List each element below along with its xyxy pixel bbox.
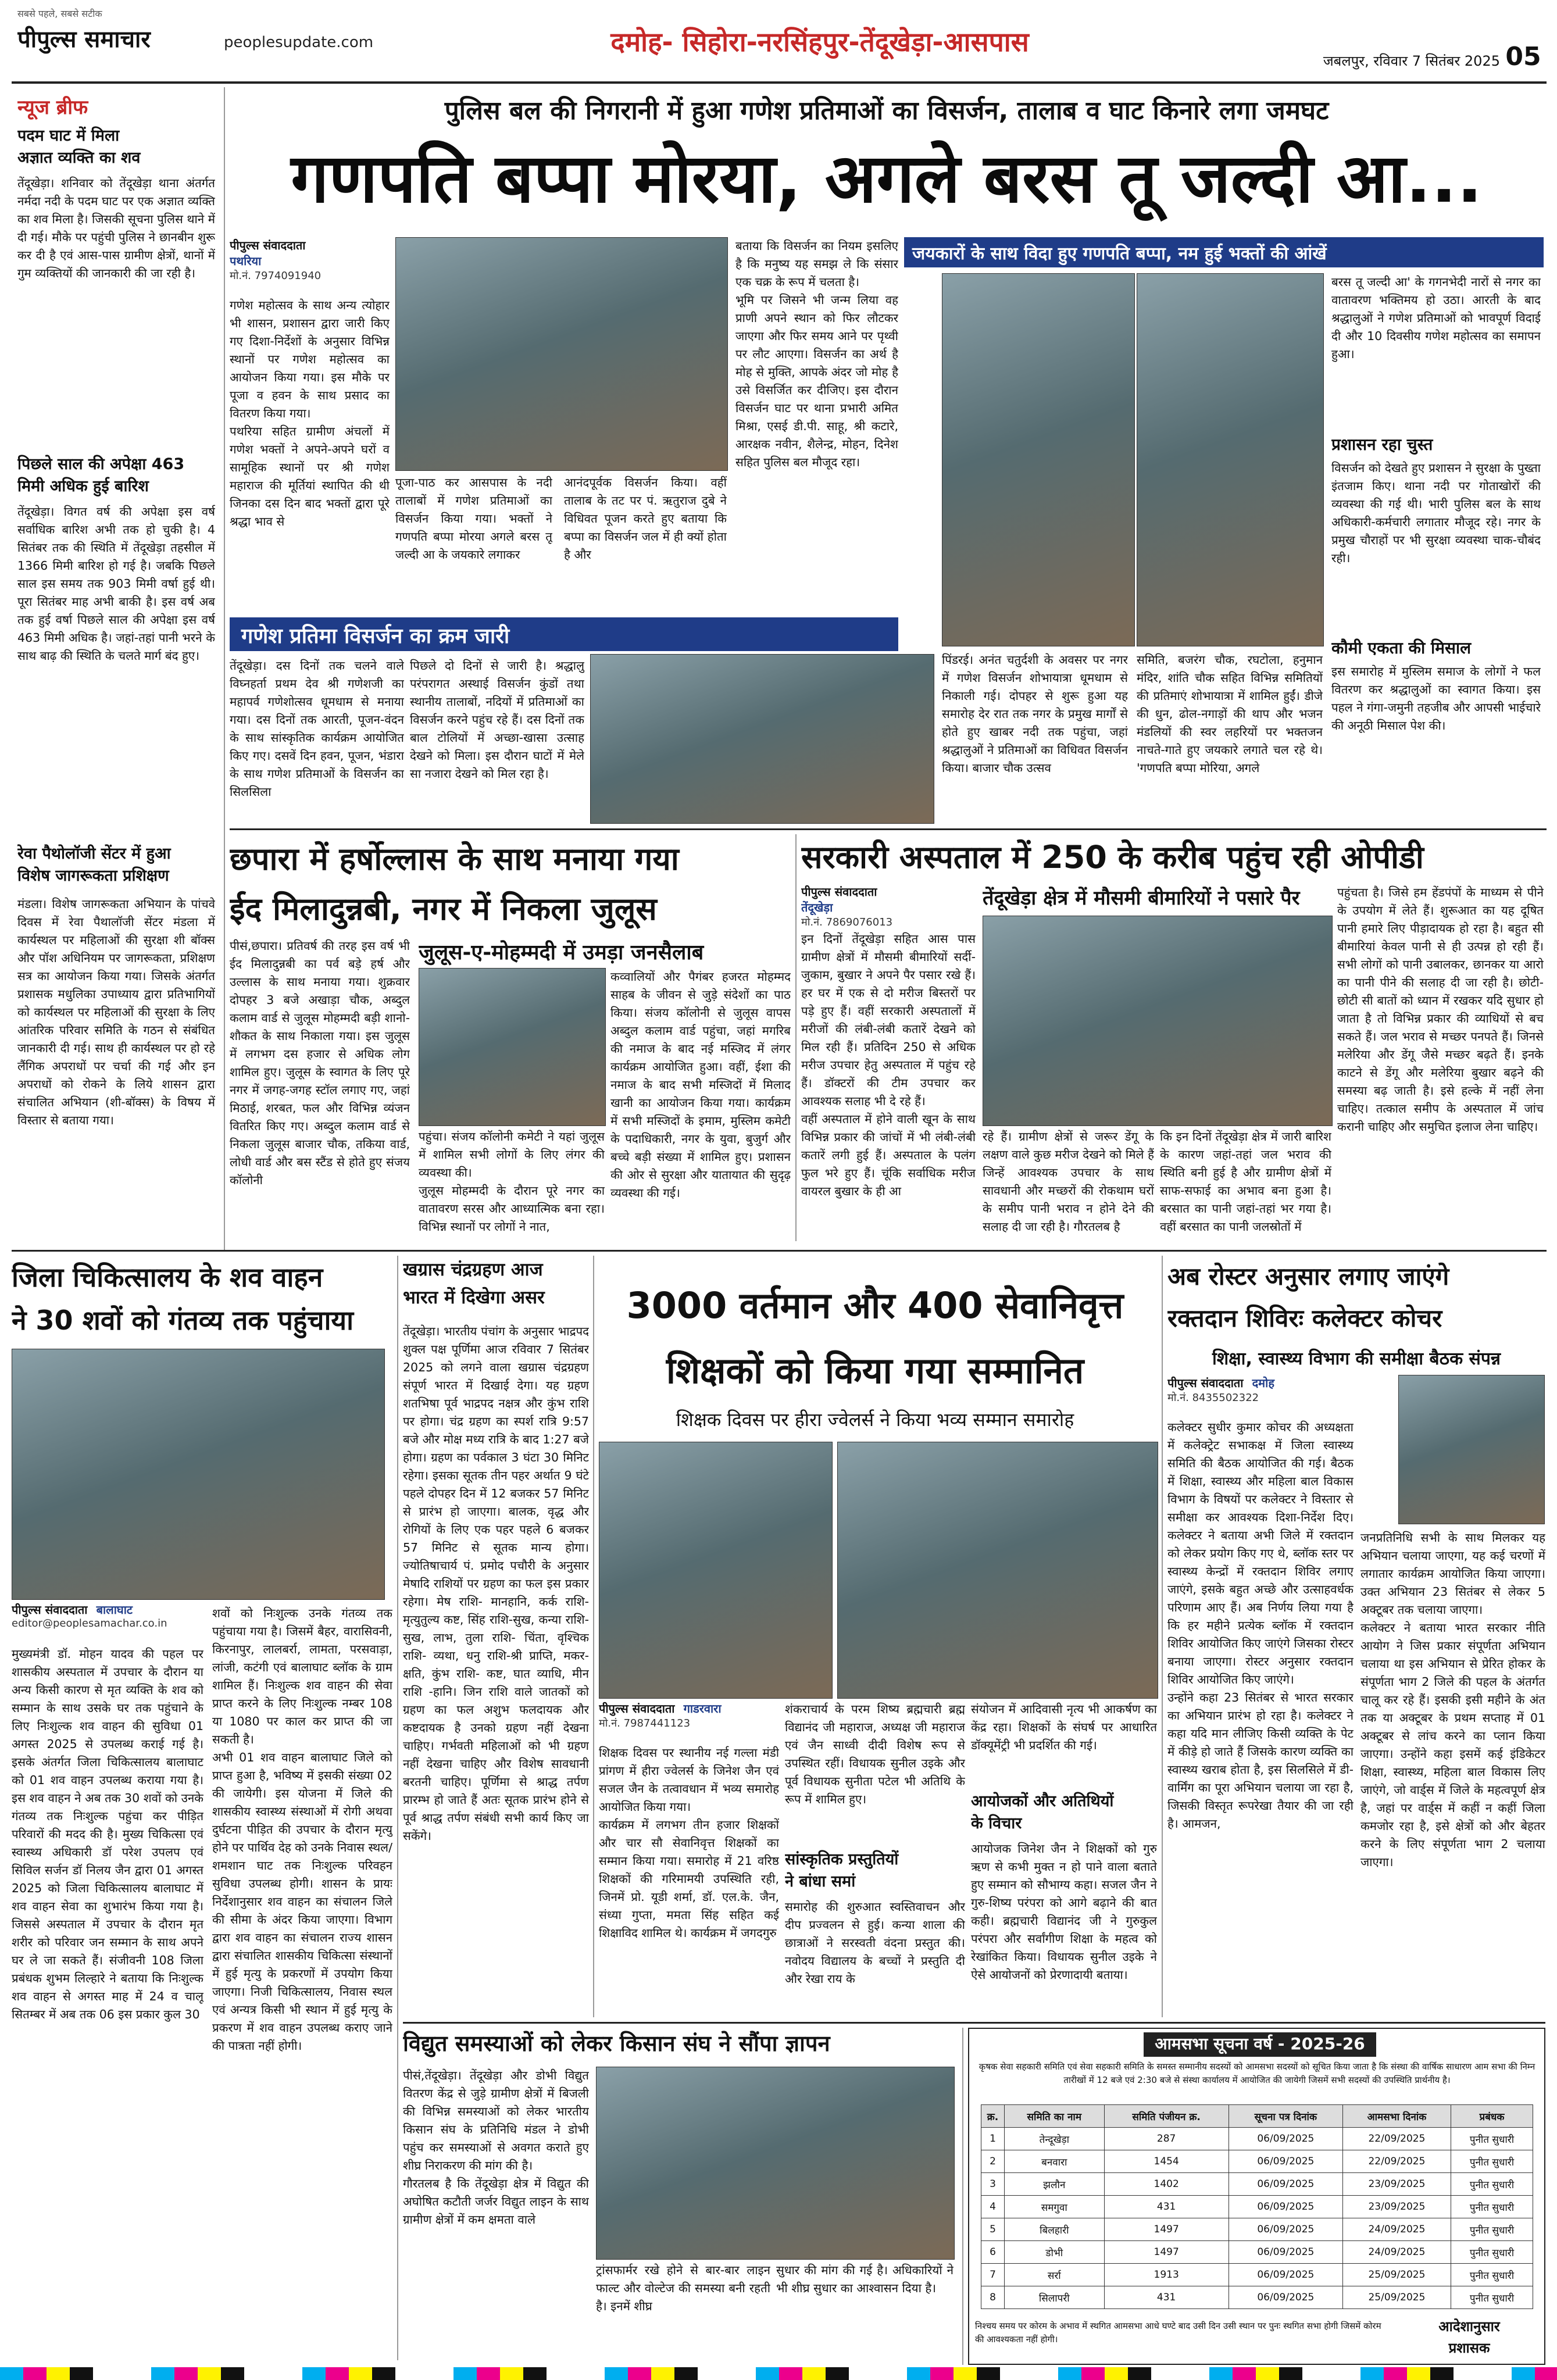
opd-byline-box (801, 884, 976, 930)
ganesh-kram-banner: गणेश प्रतिमा विसर्जन का क्रम जारी (230, 617, 898, 651)
opd-place: तेंदूखेड़ा (801, 900, 833, 914)
opd-col-4: पहुंचता है। जिसे हम हेंडपंपों के माध्यम से पीने के उपयोग में लेते हैं। शुरूआत का यह दूषित पानी हमारे लिए पीड़ादायक हो रहा है। बहुत सी बीमारियां केवल पानी से ही उत्पन्न हो रही हैं। सभी लोगों को पानी उबालकर, छानकर या आरो का पानी पीने की सलाह दी जा रही है। छोटी-छोटी सी बातों को ध्यान में रखकर यदि सुधार हो जाता है तो विभिन्न प्रकार की व्याधियों से बच सकते हैं। जल भराव से मच्छर पनपते हैं। जिनसे मलेरिया और डेंगू जैसे मच्छर बढ़ते हैं। इनके काटने से डेंगू और मलेरिया बुखार बढ़ने की समस्या बढ़ जाती है। इसे हल्के में नहीं लेना चाहिए। तत्काल समीप के अस्पताल में जांच करानी चाहिए और समुचित इलाज लेना चाहिए। (1337, 885, 1544, 1134)
brief-text-3: मंडला। विशेष जागरूकता अभियान के पांचवे दिवस में रेवा पैथालॉजी सेंटर मंडला में कार्यस्थल पर महिलाओं की सुरक्षा शी बॉक्स और पॉश अधिनियम पर जागरूकता, प्रशिक्षण सत्र का आयोजन किया गया। जिसके अंतर्गत प्रशासक मधुलिका उपाध्याय द्वारा प्रतिभागियों को कार्यस्थल पर महिलाओं की सुरक्षा के लिए आंतरिक परिवार समिति के गठन से संबंधित जानकारी दी गई। साथ ही कार्यस्थल पर हो रहे लैंगिक अपराधों पर चर्चा की गई और इन अपराधों को रोकने के लिये शासन द्वारा संचालित अभियान (शी-बॉक्स) के विषय में विस्तार से बताया गया। (17, 897, 215, 1127)
lead-kicker: पुलिस बल की निगरानी में हुआ गणेश प्रतिमाओं का विसर्जन, तालाब व घाट किनारे लगा जमघट (444, 96, 1329, 126)
table-cell: 06/09/2025 (1229, 2150, 1342, 2173)
table-row (981, 2241, 1533, 2264)
vidai-right-3: इस समारोह में मुस्लिम समाज के लोगों ने फल वितरण कर श्रद्धालुओं का स्वागत किया। इस पहल ने गंगा-जमुनी तहजीब और आपसी भाईचारे की अनूठी मिसाल पेश की। (1331, 664, 1541, 732)
aamsabha-sign-2: प्रशासक (1448, 2340, 1490, 2356)
table-cell: बिलहारी (1005, 2218, 1105, 2241)
shav-divider (397, 1256, 398, 2360)
table-cell: पुनीत सुधारी (1451, 2286, 1533, 2309)
aamsabha-sign-1: आदेशानुसार (1438, 2318, 1500, 2335)
table-row (981, 2196, 1533, 2218)
table-row (981, 2173, 1533, 2196)
table-cell: 1497 (1104, 2241, 1229, 2264)
table-cell: 1454 (1104, 2150, 1229, 2173)
table-cell: पुनीत सुधारी (1451, 2196, 1533, 2218)
grahan-divider (593, 1256, 594, 2017)
lead-place: पथरिया (230, 254, 262, 268)
table-cell: 1402 (1104, 2173, 1229, 2196)
brief-heading-1: पदम घाट में मिला अज्ञात व्यक्ति का शव (17, 127, 141, 167)
table-row (981, 2150, 1533, 2173)
table-cell: 431 (1104, 2286, 1229, 2309)
lead-byline: पीपुल्स संवाददाता (230, 238, 306, 252)
aamsabha-intro: कृषक सेवा सहकारी समिति एवं सेवा सहकारी समिति के समस्त सम्मानीय सदस्यों को आमसभा सदस्यों को सूचित किया जाता है कि संस्था की वार्षिक साधारण आम सभा की निम्न तारीखों में 12 बजे एवं 2:30 बजे से संस्था कार्यालय में आयोजित की जायेगी जिसमें सभी सदस्यों की उपस्थिति प्रार्थनीय है। (979, 2061, 1535, 2085)
table-cell: पुनीत सुधारी (1451, 2241, 1533, 2264)
table-cell: 1913 (1104, 2264, 1229, 2286)
shav-byline: पीपुल्स संवाददाता (12, 1603, 88, 1617)
brief-text-1: तेंदूखेड़ा। शनिवार को तेंदूखेड़ा थाना अंतर्गत नर्मदा नदी के पदम घाट पर एक अज्ञात व्यक्ति का शव मिला है। जिसकी सूचना पुलिस थाने में दी गई। मौके पर पहुंची पुलिस ने छानबीन शुरू कर दी है एवं आस-पास ग्रामीण क्षेत्रों, थानों में गुम व्यक्तियों की जानकारी की जा रही है। (17, 176, 215, 280)
table-cell: 8 (981, 2286, 1005, 2309)
table-cell: समगुवा (1005, 2196, 1105, 2218)
table-cell: 6 (981, 2241, 1005, 2264)
table-cell: तेन्दूखेड़ा (1005, 2128, 1105, 2150)
brief-heading-2: पिछले साल की अपेक्षा 463 मिमी अधिक हुई बारिश (17, 455, 185, 495)
table-row (981, 2264, 1533, 2286)
table-cell: 24/09/2025 (1342, 2241, 1451, 2264)
masthead-rule (12, 81, 1547, 84)
table-cell: 7 (981, 2264, 1005, 2286)
shikshak-mobile: मो.नं. 7987441123 (599, 1717, 691, 1729)
hospital-ward-photo (983, 916, 1333, 1126)
table-cell: 06/09/2025 (1229, 2218, 1342, 2241)
table-cell: 3 (981, 2173, 1005, 2196)
raktdan-col-1: कलेक्टर सुधीर कुमार कोचर की अध्यक्षता में कलेक्ट्रेट सभाकक्ष में जिला स्वास्थ्य समिति की बैठक आयोजित की गई। बैठक में शिक्षा, स्वास्थ्य और महिला बाल विकास विभाग के विषयों पर कलेक्टर ने विस्तार से समीक्षा कर आवश्यक दिशा-निर्देश दिए। कलेक्टर ने बताया अभी जिले में रक्तदान को लेकर प्रयोग किए गए थे, ब्लॉक स्तर पर स्वास्थ्य केन्द्रों में रक्तदान शिविर लगाए जाएंगे, इसके बहुत अच्छे और उत्साहवर्धक परिणाम आए हैं। अब निर्णय लिया गया है कि हर महीने प्रत्येक ब्लॉक में रक्तदान शिविर आयोजित किए जाएंगे जिसका रोस्टर बनाया जाएगा। रोस्टर अनुसार रक्तदान शिविर आयोजित किए जाएंगे। उन्होंने कहा 23 सितंबर से भारत सरकार का अभियान प्रारंभ हो रहा है। कलेक्टर ने कहा यदि मान लीजिए किसी व्यक्ति के पेट में कीड़े हो जाते हैं जिसके कारण व्यक्ति का स्वास्थ्य खराब होता है, इस सिलसिले में डी-वार्मिंग का पूरा अभियान चलाया जा रहा है, जिसकी विस्तृत रूपरेखा तैयार की जा रही है। आमजन, (1167, 1420, 1354, 1831)
opd-subhead: तेंदूखेड़ा क्षेत्र में मौसमी बीमारियों ने पसारे पैर (983, 887, 1300, 910)
brief-divider (224, 87, 225, 1250)
grahan-col-1: तेंदूखेड़ा। भारतीय पंचांग के अनुसार भाद्रपद शुक्ल पक्ष पूर्णिमा आज रविवार 7 सितंबर 2025 को लगने वाला खग्रास चंद्रग्रहण संपूर्ण भारत में दिखाई देगा। यह ग्रहण शतभिषा पूर्व भाद्रपद नक्षत्र और कुंभ राशि पर होगा। चंद्र ग्रहण का स्पर्श रात्रि 9:57 बजे और मोक्ष मध्य रात्रि के बाद 1:27 बजे होगा। ग्रहण का पर्वकाल 3 घंटा 30 मिनिट रहेगा। इसका सूतक तीन पहर अर्थात 9 घंटे पहले दोपहर दिन में 12 बजकर 57 मिनिट से प्रारंभ हो जाएगा। बालक, वृद्ध और रोगियों के लिए एक पहर पहले 6 बजकर 57 मिनिट से सूतक मान्य होगा। ज्योतिषाचार्य पं. प्रमोद पचौरी के अनुसार मेषादि राशियों पर ग्रहण का फल इस प्रकार रहेगा। मेष राशि- मानहानि, कर्क राशि- मृत्युतुल्य कष्ट, सिंह राशि-सुख, कन्या राशि-सुख, लाभ, तुला राशि- चिंता, वृश्चिक राशि- व्यथा, धनु राशि-श्री प्राप्ति, मकर-क्षति, कुंभ राशि- कष्ट, घात व्याधि, मीन राशि -हानि। जिन राशि वाले जातकों को ग्रहण का फल अशुभ फलदायक और कष्टदायक है उनको ग्रहण नहीं देखना चाहिए। गर्भवती महिलाओं को भी ग्रहण नहीं देखना चाहिए और विशेष सावधानी बरतनी चाहिए। पूर्णिमा से श्राद्ध तर्पण प्रारम्भ हो जाते हैं अतः सूतक प्रारंभ होने से पूर्व श्राद्ध तर्पण संबंधी सभी कार्य किए जा सकेंगे। (403, 1324, 589, 1843)
table-cell: बनवारा (1005, 2150, 1105, 2173)
grahan-headline: खग्रास चंद्रग्रहण आज भारत में दिखेगा असर (403, 1259, 545, 1308)
shikshak-col-3b: आयोजक जिनेश जैन ने शिक्षकों को गुरु ऋण से कभी मुक्त न हो पाने वाला बताते हुए सम्मान को सौभाग्य कहा। सजल जैन ने गुरु-शिष्य परंपरा को आगे बढ़ाने की बात कही। ब्रह्मचारी विद्यानंद जी ने गुरुकुल परंपरा और सर्वांगीण शिक्षा के महत्व को रेखांकित किया। विधायक सुनील उइके ने ऐसे आयोजनों को प्रेरणादायी बताया। (971, 1842, 1157, 1982)
table-cell: 287 (1104, 2128, 1229, 2150)
eid-subhead: जुलूस-ए-मोहम्मदी में उमड़ा जनसैलाब (419, 941, 704, 964)
opd-mobile: मो.नं. 7869076013 (801, 916, 893, 928)
table-cell: 24/09/2025 (1342, 2218, 1451, 2241)
eid-photo-text: पहुंचा। संजय कॉलोनी कमेटी ने यहां जुलूस में शामिल सभी लोगों के लिए लंगर की व्यवस्था की। जुलूस मोहम्मदी के दौरान पूरे नगर का वातावरण सरस और आध्यात्मिक बना रहा। विभिन्न स्थानों पर लोगों ने नात, (419, 1130, 605, 1234)
vidyut-col-3: सुधार की मांग की गई है। अधिकारियों ने भी शीघ्र सुधार का आश्वासन दिया है। (776, 2263, 954, 2295)
lead-mobile: मो.नं. 7974091940 (230, 270, 322, 282)
raktdan-byline-box (1167, 1375, 1394, 1416)
shav-col-2: शवों को निःशुल्क उनके गंतव्य तक पहुंचाया गया है। जिसमें बैहर, वारासिवनी, किरनापुर, लालबर्रा, लामता, परसवाड़ा, लांजी, कटंगी एवं बालाघाट ब्लॉक के ग्राम शामिल हैं। निःशुल्क शव वाहन की सेवा प्राप्त करने के लिए निःशुल्क नम्बर 108 या 1080 पर काल कर प्राप्त की जा सकती है। अभी 01 शव वाहन बालाघाट जिले को प्राप्त हुआ है, भविष्य में इसकी संख्या 02 की जायेगी। इस योजना में जिले की शासकीय स्वास्थ्य संस्थाओं में रोगी अथवा दुर्घटना पीड़ित की उपचार के दौरान मृत्यु होने पर पार्थिव देह को उनके निवास स्थल/शमशान घाट तक निःशुल्क परिवहन सुविधा उपलब्ध होगी। शासन के प्रायः निर्देशानुसार शव वाहन का संचालन जिले की सीमा के अंदर किया जाएगा। विभाग द्वारा शव वाहन का संचालन राज्य शासन द्वारा संचालित शासकीय चिकित्सा संस्थानों में हुई मृत्यु के प्रकरणों में उपयोग किया जाएगा। निजी चिकित्सालय, निवास स्थल एवं अन्यत्र किसी भी स्थान में हुई मृत्यु के प्रकरण में शव वाहन उपलब्ध कराए जाने की पात्रता नहीं होगी। (212, 1606, 392, 2053)
table-cell: सिलापरी (1005, 2286, 1105, 2309)
table-row (981, 2286, 1533, 2309)
table-cell: पुनीत सुधारी (1451, 2264, 1533, 2286)
vidai-right-1: बरस तू जल्दी आ' के गगनभेदी नारों से नगर का वातावरण भक्तिमय हो उठा। आरती के बाद श्रद्धालुओं ने गणेश प्रतिमाओं को भावपूर्ण विदाई दी और 10 दिवसीय गणेश महोत्सव का समापन हुआ। (1331, 275, 1541, 361)
table-cell: सर्रा (1005, 2264, 1105, 2286)
raktdan-subhead: शिक्षा, स्वास्थ्य विभाग की समीक्षा बैठक संपन्न (1212, 1349, 1501, 1369)
brief-text-2: तेंदूखेड़ा। विगत वर्ष की अपेक्षा इस वर्ष सर्वाधिक बारिश अभी तक हो चुकी है। 4 सितंबर तक की स्थिति में तेंदूखेड़ा तहसील में 1366 मिमी बारिश हो गई है। जबकि पिछले साल इस समय तक 903 मिमी वर्षा हुई थी। पूरा सितंबर माह अभी बाकी है। इस वर्ष अब तक हुई वर्षा पिछले साल की अपेक्षा इस वर्ष 463 मिमी अधिक है। जहां-तहां पानी भरने के साथ बाढ़ की स्थिति के चलते मार्ग बंद हुए। (17, 505, 215, 663)
table-cell: 23/09/2025 (1342, 2196, 1451, 2218)
aamsabha-notice (968, 2028, 1545, 2365)
lead-bottom-rule (230, 828, 1547, 830)
vidai-sub-1: प्रशासन रहा चुस्त (1331, 435, 1433, 454)
aamsabha-footer: निश्चय समय पर कोरम के अभाव में स्थगित आमसभा आधे घण्टे बाद उसी दिन उसी स्थान पर पुनः स्थगित सभा होगी जिसमें कोरम की आवश्यकता नहीं होगी। (975, 2321, 1381, 2345)
vidyut-col-2: ट्रांसफार्मर रखे होने से बार-बार लाइन फाल्ट और वोल्टेज की समस्या बनी रहती है। इनमें शीघ्र (596, 2263, 770, 2313)
bottom-rule (403, 2022, 1545, 2024)
vidyut-headline: विद्युत समस्याओं को लेकर किसान संघ ने सौंपा ज्ञापन (403, 2031, 830, 2056)
opd-byline: पीपुल्स संवाददाता (801, 885, 877, 899)
shav-col-1: मुख्यमंत्री डॉ. मोहन यादव की पहल पर शासकीय अस्पताल में उपचार के दौरान या अन्य किसी कारण से मृत व्यक्ति के शव को सम्मान के साथ उसके घर तक पहुंचाने के लिए निःशुल्क शव वाहन की सुविधा 01 अगस्त 2025 से उपलब्ध कराई गई है। इसके अंतर्गत जिला चिकित्सालय बालाघाट को 01 शव वाहन उपलब्ध कराया गया है। इस शव वाहन ने अब तक 30 शवों को उनके गंतव्य तक निःशुल्क पहुंचा कर पीड़ित परिवारों की मदद की है। मुख्य चिकित्सा एवं स्वास्थ्य अधिकारी डॉ परेश उपलप एवं सिविल सर्जन डॉ निलय जैन द्वारा 01 अगस्त 2025 को जिला चिकित्सालय बालाघाट में शव वाहन सेवा का शुभारंभ किया गया है। जिससे अस्पताल में उपचार के दौरान मृत शरीर को परिवार जन सम्मान के साथ अपने घर ले जा सकते हैं। संजीवनी 108 जिला प्रबंधक शुभम लिल्हारे ने बताया कि निःशुल्क शव वाहन से अगस्त माह में 24 व चालू सितम्बर में अब तक 06 इस प्रकार कुल 30 (12, 1647, 203, 2021)
color-registration-bar (0, 2367, 1557, 2380)
col-header: समिति का नाम (1005, 2105, 1105, 2128)
shav-headline: जिला चिकित्सालय के शव वाहन ने 30 शवों को गंतव्य तक पहुंचाया (12, 1262, 353, 1336)
table-cell: डोभी (1005, 2241, 1105, 2264)
vidai-sub-2: कौमी एकता की मिसाल (1331, 638, 1472, 657)
vidai-right-2: विसर्जन को देखते हुए प्रशासन ने सुरक्षा के पुख्ता इंतजाम किए। थाना नदी पर गोताखोरों की व्यवस्था की गई थी। भारी पुलिस बल के साथ अधिकारी-कर्मचारी लगातार मौजूद रहे। नगर के प्रमुख चौराहों पर भी सुरक्षा व्यवस्था चाक-चौबंद रही। (1331, 461, 1541, 565)
lead-col-1: गणेश महोत्सव के साथ अन्य त्योहार भी शासन, प्रशासन द्वारा जारी किए गए दिशा-निर्देशों के अनुसार विभिन्न स्थानों पर गणेश महोत्सव का आयोजन किया गया। इस मौके पर पूजा व हवन के साथ प्रसाद का वितरण किया गया। पथरिया सहित ग्रामीण अंचलों में गणेश भक्तों ने अपने-अपने घरों व सामूहिक स्थानों पर श्री गणेश महाराज की मूर्तियां स्थापित की थी जिनका दस दिन बाद भक्तों द्वारा पूरे श्रद्धा भाव से (230, 298, 390, 528)
dateline: जबलपुर, रविवार 7 सितंबर 2025 (1323, 53, 1500, 69)
shav-email[interactable]: editor@peoplesamachar.co.in (12, 1617, 167, 1629)
table-cell: 1 (981, 2128, 1005, 2150)
vidai-banner: जयकारों के साथ विदा हुए गणपति बप्पा, नम हुई भक्तों की आंखें (904, 237, 1544, 267)
immersion-photo (395, 237, 728, 471)
raktdan-place: दमोह (1252, 1376, 1274, 1390)
ganesh-idol-photo-1 (942, 273, 1135, 646)
table-cell: 1497 (1104, 2218, 1229, 2241)
eid-opd-divider (795, 834, 797, 1241)
eid-col-2: कव्वालियों और पैगंबर हजरत मोहम्मद साहब के जीवन से जुड़े संदेशों का पाठ किया। संजय कॉलोनी से जुलूस वापस अब्दुल कलाम वार्ड पहुंचा, जहां मगरिब की नमाज के बाद नई मस्जिद में लंगर कार्यक्रम आयोजित हुआ। वहीं, ईशा की नमाज के बाद सभी मस्जिदों में मिलाद खानी का आयोजन किया गया। कार्यक्रम में सभी मस्जिदों के इमाम, मुस्लिम कमेटी के पदाधिकारी, नगर के युवा, बुजुर्ग और बच्चे बड़ी संख्या में शामिल हुए। प्रशासन की ओर से सुरक्षा और यातायात की सुदृढ़ व्यवस्था की गई। (610, 970, 791, 1200)
news-brief-label: न्यूज ब्रीफ (17, 96, 88, 119)
table-cell: 23/09/2025 (1342, 2173, 1451, 2196)
lead-col-2: आनंदपूर्वक विसर्जन किया। वहीं तालाब के तट पर पं. ऋतुराज दुबे ने विधिवत पूजन करते हुए बताया कि बप्पा का विसर्जन जल में ही क्यों होता है और (564, 476, 727, 562)
raktdan-byline: पीपुल्स संवाददाता (1167, 1376, 1244, 1390)
brief-heading-3: रेवा पैथोलॉजी सेंटर में हुआ विशेष जागरूकता प्रशिक्षण (17, 845, 171, 885)
vidai-caption-2: समिति, बजरंग चौक, रघटोला, हनुमान मंदिर, शांति चौक सहित विभिन्न समितियों की प्रतिमाएं शोभायात्रा में शामिल हुईं। डीजे की धुन, ढोल-नगाड़ों की थाप और भजन मंडलियों की स्वर लहरियों पर भक्तजन नाचते-गाते हुए जयकारे लगाते चल रहे थे। 'गणपति बप्पा मोरिया, अगले (1137, 653, 1323, 775)
lead-headline: गणपति बप्पा मोरया, अगले बरस तू जल्दी आ... (291, 140, 1483, 218)
lead-col-3: बताया कि विसर्जन का नियम इसलिए है कि मनुष्य यह समझ ले कि संसार एक चक्र के रूप में चलता है। भूमि पर जिसने भी जन्म लिया वह प्राणी अपने स्थान को फिर लौटकर जाएगा और फिर समय आने पर पृथ्वी पर लौट आएगा। विसर्जन का अर्थ है मोह से मुक्ति, आपके अंदर जो मोह है उसे विसर्जित कर दीजिए। इस दौरान विसर्जन घाट पर थाना प्रभारी अमित मिश्रा, एसई डी.पी. साहू, श्री कटारे, आरक्षक नवीन, शैलेन्द्र, मोहन, दिनेश सहित पुलिस बल मौजूद रहा। (735, 239, 898, 469)
col-header: आमसभा दिनांक (1342, 2105, 1451, 2128)
shikshak-headline: 3000 वर्तमान और 400 सेवानिवृत्त शिक्षकों को किया गया सम्मानित (626, 1284, 1124, 1392)
raktdan-headline: अब रोस्टर अनुसार लगाए जाएंगे रक्तदान शिविरः कलेक्टर कोचर (1167, 1262, 1449, 1332)
table-cell: 2 (981, 2150, 1005, 2173)
opd-col-1: इन दिनों तेंदूखेड़ा सहित आस पास ग्रामीण क्षेत्रों में मौसमी बीमारियों सर्दी-जुकाम, बुखार ने अपने पैर पसार रखे हैं। हर घर में एक से दो मरीज बिस्तरों पर पड़े हुए हैं। वहीं सरकारी अस्पतालों में मरीजों की लंबी-लंबी कतारें देखने को मिल रही हैं। प्रतिदिन 250 से अधिक मरीज उपचार हेतु अस्पताल में पहुंच रहे हैं। डॉक्टरों की टीम उपचार कर आवश्यक सलाह भी दे रहे हैं। वहीं अस्पताल में होने वाली खून के साथ विभिन्न प्रकार की जांचों में भी लंबी-लंबी कतारें लगी हुई हैं। अस्पताल के पलंग फुल भरे हुए हैं। चूंकि सर्वाधिक मरीज वायरल बुखार के ही आ (801, 932, 976, 1198)
aamsabha-table (981, 2104, 1533, 2309)
col-header: समिति पंजीयन क्र. (1104, 2105, 1229, 2128)
table-cell: पुनीत सुधारी (1451, 2218, 1533, 2241)
ganesh-kram-col-1: तेंदूखेड़ा। दस दिनों तक चलने वाले विघ्नहर्ता प्रथम देव श्री गणेशजी का महापर्व गणेशोत्सव धूमधाम से मनाया गया। दस दिनों तक आरती, पूजन-वंदन के साथ सांस्कृतिक कार्यक्रम आयोजित किए गए। दसवें दिन हवन, पूजन, भंडारा के साथ गणेश प्रतिमाओं के विसर्जन का सिलसिला (230, 659, 404, 799)
table-cell: 22/09/2025 (1342, 2150, 1451, 2173)
table-cell: पुनीत सुधारी (1451, 2128, 1533, 2150)
col-header: क्र. (981, 2105, 1005, 2128)
table-cell: 06/09/2025 (1229, 2173, 1342, 2196)
collector-portrait-photo (1398, 1375, 1545, 1524)
ganesh-idol-photo-2 (1137, 273, 1324, 646)
mid-rule (12, 1250, 1547, 1252)
eid-headline: छपारा में हर्षोल्लास के साथ मनाया गया ईद मिलादुन्नबी, नगर में निकला जुलूस (230, 841, 679, 927)
raktdan-col-2: जनप्रतिनिधि सभी के साथ मिलकर यह अभियान चलाया जाएगा, यह कई चरणों में लगातार कार्यक्रम आयोजित किया जाएगा। उक्त अभियान 23 सितंबर से लेकर 5 अक्टूबर तक चलाया जाएगा। कलेक्टर ने बताया भारत सरकार नीति आयोग ने जिस प्रकार संपूर्णता अभियान चलाया था इस अभियान से प्रेरित होकर के संपूर्णता भाग 2 जिले की पहल के अंतर्गत चालू कर रहे हैं। इसकी इसी महीने के अंत तक या अक्टूबर के प्रथम सप्ताह में 01 अक्टूबर से लांच करने का प्लान किया जाएगा। उन्होंने कहा इसमें कई इंडिकेटर शिक्षा, स्वास्थ्य, महिला बाल विकास लिए जाएंगे, जो वार्ड्स में जिले के महत्वपूर्ण क्षेत्र है, जहां पर वार्ड्स में कहीं न कहीं जिला कमजोर रहा है, इसे क्षेत्रों को और बेहतर करने के लिए संपूर्णता भाग 2 चलाया जाएगा। (1360, 1531, 1545, 1869)
shikshak-col-1: शिक्षक दिवस पर स्थानीय नई गल्ला मंडी प्रांगण में हीरा ज्वेलर्स के जिनेश जैन एवं सजल जैन के तत्वावधान में भव्य समारोह आयोजित किया गया। कार्यक्रम में लगभग तीन हजार शिक्षकों और चार सौ सेवानिवृत्त शिक्षकों का सम्मान किया गया। समारोह में 21 वरिष्ठ शिक्षकों की गरिमामयी उपस्थिति रही, जिनमें प्रो. यूडी शर्मा, डॉ. एल.के. जैन, संध्या गुप्ता, ममता सिंह सहित कई शिक्षाविद शामिल थे। कार्यक्रम में जगदगुरु (599, 1746, 779, 1940)
table-cell: 06/09/2025 (1229, 2241, 1342, 2264)
ganesh-kram-col-2: पिछले दो दिनों से जारी है। श्रद्धालु परंपरागत अस्थाई विसर्जन कुंडों तथा स्थानीय तालाबों, नदियों में प्रतिमाओं का विसर्जन करने पहुंच रहे हैं। दस दिनों तक बाल टोलियों में अच्छा-खासा उत्साह देखने को मिला। इस दौरान घाटों में मेले सा नजारा देखने को मिल रहा है। (410, 659, 584, 781)
logo-tagline: सबसे पहले, सबसे सटीक (17, 8, 102, 19)
lead-photo-caption: पूजा-पाठ कर आसपास के नदी तालाबों में गणेश प्रतिमाओं का विसर्जन किया गया। भक्तों ने गणपति बप्पा मोरया अगले बरस तू जल्दी आ के जयकारे लगाकर (395, 476, 552, 562)
opd-headline: सरकारी अस्पताल में 250 के करीब पहुंच रही ओपीडी (801, 839, 1424, 875)
vidyut-col-1: पीसं,तेंदूखेड़ा। तेंदूखेड़ा और डोभी विद्युत वितरण केंद्र से जुड़े ग्रामीण क्षेत्रों में बिजली की विभिन्न समस्याओं को लेकर भारतीय किसान संघ के प्रतिनिधि मंडल ने डोभी पहुंच कर समस्याओं से अवगत कराते हुए शीघ्र निराकरण की मांग की है। गौरतलब है कि तेंदूखेड़ा क्षेत्र में विद्युत की अघोषित कटौती जर्जर विद्युत लाइन के साथ ग्रामीण क्षेत्रों में कम क्षमता वाले (403, 2068, 589, 2227)
memorandum-group-photo (596, 2067, 955, 2260)
teacher-speaking-photo (599, 1442, 833, 1699)
table-row (981, 2128, 1533, 2150)
table-cell: 22/09/2025 (1342, 2128, 1451, 2150)
table-cell: 25/09/2025 (1342, 2264, 1451, 2286)
table-cell: 06/09/2025 (1229, 2264, 1342, 2286)
table-cell: 431 (1104, 2196, 1229, 2218)
vidai-caption-1: पिंडरई। अनंत चतुर्दशी के अवसर पर नगर में गणेश विसर्जन शोभायात्रा धूमधाम से निकाली गई। दोपहर से शुरू हुआ यह समारोह देर रात तक नगर के प्रमुख मार्गों से होते हुए खाबर नदी तक पहुंचा, जहां श्रद्धालुओं ने प्रतिमाओं का विधिवत विसर्जन किया। बाजार चौक उत्सव (942, 653, 1128, 775)
shikshak-col-2b: समारोह की शुरुआत स्वस्तिवाचन और दीप प्रज्वलन से हुई। कन्या शाला की छात्राओं ने सरस्वती वंदना प्रस्तुत की। नवोदय विद्यालय के बच्चों ने प्रस्तुति दी और रेखा राय के (785, 1900, 965, 1986)
raktdan-mobile: मो.नं. 8435502322 (1167, 1392, 1259, 1404)
table-cell: पुनीत सुधारी (1451, 2150, 1533, 2173)
table-cell: 5 (981, 2218, 1005, 2241)
table-row (981, 2218, 1533, 2241)
crowd-photo (590, 654, 934, 824)
shikshak-sub-2: आयोजकों और अतिथियों के विचार (971, 1792, 1114, 1832)
hearse-van-photo (12, 1349, 385, 1600)
page-number: 05 (1505, 42, 1541, 72)
shikshak-sub-1: सांस्कृतिक प्रस्तुतियों ने बांधा समां (785, 1850, 899, 1891)
shav-place: बालाघाट (96, 1603, 133, 1617)
website-link[interactable]: peoplesupdate.com (224, 34, 374, 51)
eid-col-1: पीसं,छपारा। प्रतिवर्ष की तरह इस वर्ष भी ईद मिलादुन्नबी का पर्व बड़े हर्ष और उल्लास के साथ मनाया गया। शुक्रवार दोपहर 3 बजे अखाड़ा चौक, अब्दुल कलाम वार्ड से जुलूस मोहम्मदी बड़ी शानो-शौकत के साथ निकाला गया। इस जुलूस में लगभग दस हजार से अधिक लोग शामिल हुए। जुलूस के स्वागत के लिए पूरे नगर में जगह-जगह स्टॉल लगाए गए, जहां मिठाई, शरबत, फल और विभिन्न व्यंजन वितरित किए गए। अब्दुल कलाम वार्ड से निकला जुलूस बाजार चौक, तकिया वार्ड, लोधी वार्ड और बस स्टैंड से होते हुए संजय कॉलोनी (230, 939, 410, 1187)
newspaper-logo: पीपुल्स समाचार (17, 26, 151, 53)
shikshak-col-3: संयोजन में आदिवासी नृत्य भी आकर्षण का केंद्र रहा। शिक्षकों के संघर्ष पर आधारित डॉक्यूमेंट्री भी प्रदर्शित की गई। (971, 1702, 1157, 1752)
col-header: प्रबंधक (1451, 2105, 1533, 2128)
table-cell: 25/09/2025 (1342, 2286, 1451, 2309)
table-cell: झलौन (1005, 2173, 1105, 2196)
region-banner: दमोह- सिहोरा-नरसिंहपुर-तेंदूखेड़ा-आसपास (610, 26, 1029, 58)
news-brief (12, 87, 221, 1250)
table-cell: 06/09/2025 (1229, 2196, 1342, 2218)
eid-procession-photo (419, 968, 606, 1126)
shikshak-divider (1162, 1256, 1163, 2017)
felicitation-stage-photo (837, 1442, 1158, 1699)
table-cell: पुनीत सुधारी (1451, 2173, 1533, 2196)
vidyut-divider (962, 2028, 963, 2365)
shikshak-col-2: शंकराचार्य के परम शिष्य ब्रह्मचारी ब्रह्म विद्यानंद जी महाराज, अध्यक्ष जी महाराज एवं जैन साध्वी दीदी विशेष रूप से उपस्थित रहीं। विधायक सुनील उइके और पूर्व विधायक सुनीता पटेल भी अतिथि के रूप में शामिल हुए। (785, 1702, 965, 1806)
table-cell: 06/09/2025 (1229, 2286, 1342, 2309)
shikshak-place: गाडरवारा (683, 1702, 722, 1716)
masthead (0, 0, 1557, 87)
shikshak-subhead: शिक्षक दिवस पर हीरा ज्वेलर्स ने किया भव्य सम्मान समारोह (676, 1409, 1074, 1431)
opd-col-3: कि इन दिनों तेंदूखेड़ा क्षेत्र में जारी बारिश के कारण जहां-तहां जल भराव की स्थिति बनी हुई है और ग्रामीण क्षेत्रों में साफ-सफाई का अभाव बना हुआ है। बरसात का पानी जहां-तहां भर गया है। वहीं बरसात का पानी जलस्रोतों में (1160, 1130, 1331, 1234)
lead-byline-box (230, 237, 392, 290)
table-cell: 4 (981, 2196, 1005, 2218)
table-cell: 06/09/2025 (1229, 2128, 1342, 2150)
opd-col-2: रहे हैं। ग्रामीण क्षेत्रों से जरूर डेंगू के लक्षण वाले कुछ मरीज देखने को मिले हैं जिन्हें आवश्यक उपचार के साथ सावधानी और मच्छरों की रोकथाम घरों के समीप पानी भराव न होने देने की सलाह दी जा रही है। गौरतलब है (983, 1130, 1154, 1234)
aamsabha-title: आमसभा सूचना वर्ष - 2025-26 (1144, 2032, 1376, 2057)
col-header: सूचना पत्र दिनांक (1229, 2105, 1342, 2128)
shikshak-byline: पीपुल्स संवाददाता (599, 1702, 675, 1716)
aamsabha-header-row (981, 2105, 1533, 2128)
